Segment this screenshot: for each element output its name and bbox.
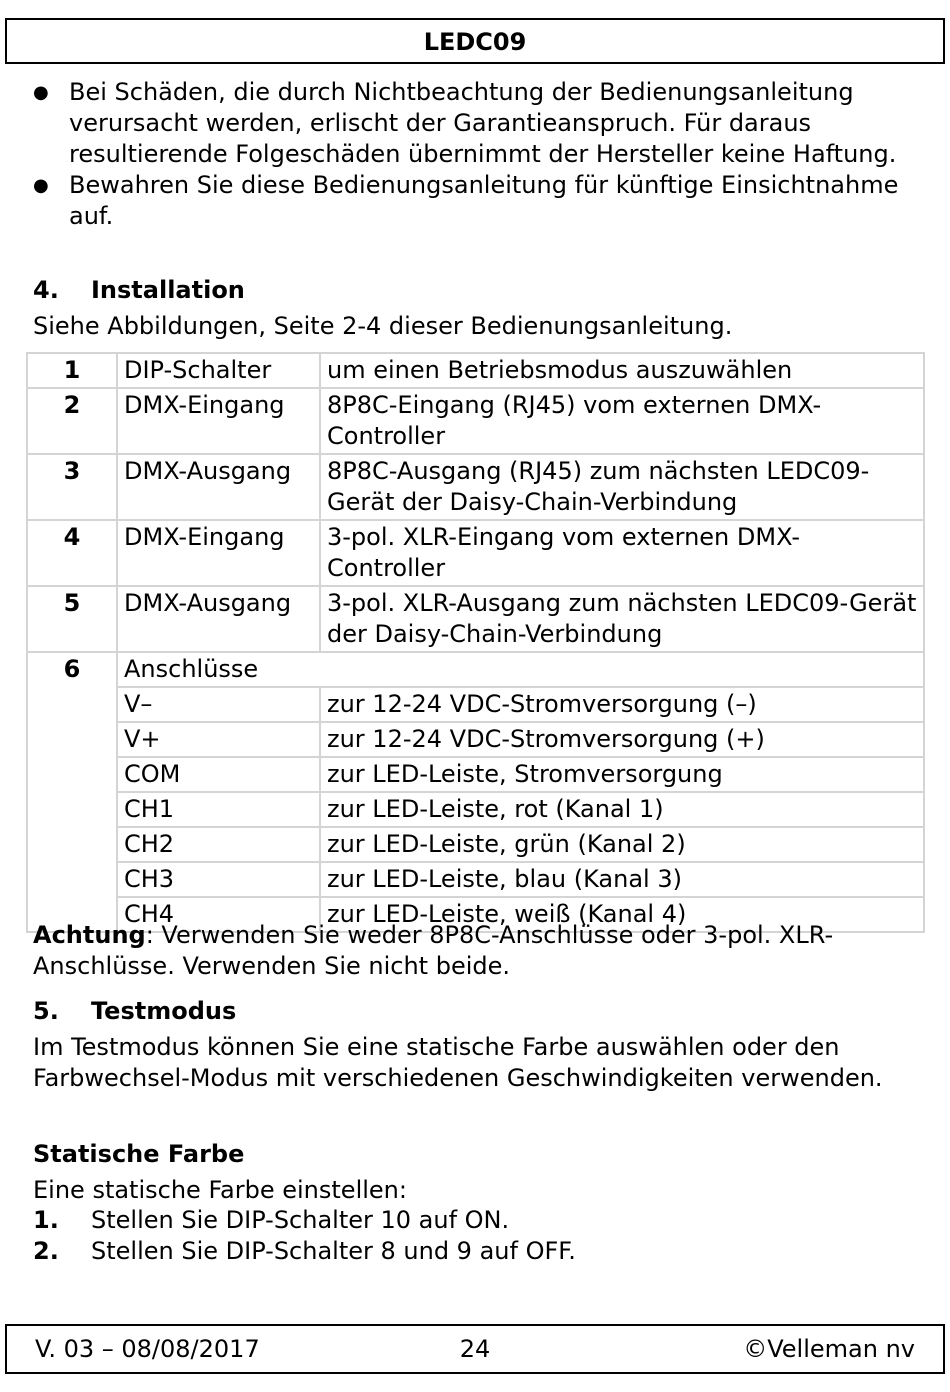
table-row: 5 DMX-Ausgang 3-pol. XLR-Ausgang zum nächsten LEDC09-Gerät der Daisy-Chain-Verbindung: [27, 586, 924, 652]
table-row: 1 DIP-Schalter um einen Betriebsmodus auszuwählen: [27, 353, 924, 388]
table-row: CH1 zur LED-Leiste, rot (Kanal 1): [27, 792, 924, 827]
warning-note: [33, 920, 913, 982]
version-date: V. 03 – 08/08/2017: [35, 1335, 260, 1363]
section-5-intro: Im Testmodus können Sie eine statische Farbe auswählen oder den Farbwechsel-Modus mit verschiedenen Geschwindigkeiten verwenden.: [33, 1033, 883, 1092]
list-item: ● Bewahren Sie diese Bedienungsanleitung für künftige Einsichtnahme auf.: [33, 171, 899, 230]
table-row: CH3 zur LED-Leiste, blau (Kanal 3): [27, 862, 924, 897]
table-row: 3 DMX-Ausgang 8P8C-Ausgang (RJ45) zum nächsten LEDC09-Gerät der Daisy-Chain-Verbindung: [27, 454, 924, 520]
page-footer: [5, 1324, 945, 1374]
static-color-intro: Eine statische Farbe einstellen:: [33, 1176, 407, 1204]
table-row: V+ zur 12-24 VDC-Stromversorgung (+): [27, 722, 924, 757]
table-row: 4 DMX-Eingang 3-pol. XLR-Eingang vom externen DMX-Controller: [27, 520, 924, 586]
page-header: [5, 18, 945, 64]
table-row: 2 DMX-Eingang 8P8C-Eingang (RJ45) vom externen DMX-Controller: [27, 388, 924, 454]
section-4-intro: Siehe Abbildungen, Seite 2-4 dieser Bedienungsanleitung.: [33, 312, 733, 340]
bullet-icon: ●: [33, 82, 49, 103]
list-item: 1. Stellen Sie DIP-Schalter 10 auf ON.: [33, 1206, 510, 1234]
safety-bullet-list: [33, 77, 923, 232]
table-row: COM zur LED-Leiste, Stromversorgung: [27, 757, 924, 792]
warning-text: : Verwenden Sie weder 8P8C-Anschlüsse oder 3-pol. XLR-Anschlüsse. Verwenden Sie nicht beide.: [33, 921, 834, 980]
table-row: 6 Anschlüsse: [27, 652, 924, 687]
bullet-icon: ●: [33, 175, 49, 196]
parts-table: [26, 352, 925, 933]
table-row: CH4 zur LED-Leiste, weiß (Kanal 4): [27, 897, 924, 932]
section-4-heading: 4. Installation: [33, 276, 245, 304]
section-5-heading: 5. Testmodus: [33, 997, 237, 1025]
table-row: V– zur 12-24 VDC-Stromversorgung (–): [27, 687, 924, 722]
table-row: CH2 zur LED-Leiste, grün (Kanal 2): [27, 827, 924, 862]
document-title: LEDC09: [423, 28, 527, 56]
static-color-steps: [33, 1205, 913, 1267]
page-number: 24: [459, 1335, 491, 1363]
warning-label: Achtung: [33, 921, 146, 949]
copyright: ©Velleman nv: [743, 1335, 915, 1363]
list-item: ● Bei Schäden, die durch Nichtbeachtung der Bedienungsanleitung verursacht werden, erlischt der Garantieanspruch. Für daraus resultierende Folgeschäden übernimmt der Hersteller keine Haftung.: [33, 78, 897, 168]
list-item: 2. Stellen Sie DIP-Schalter 8 und 9 auf OFF.: [33, 1237, 576, 1265]
static-color-heading: Statische Farbe: [33, 1140, 245, 1168]
